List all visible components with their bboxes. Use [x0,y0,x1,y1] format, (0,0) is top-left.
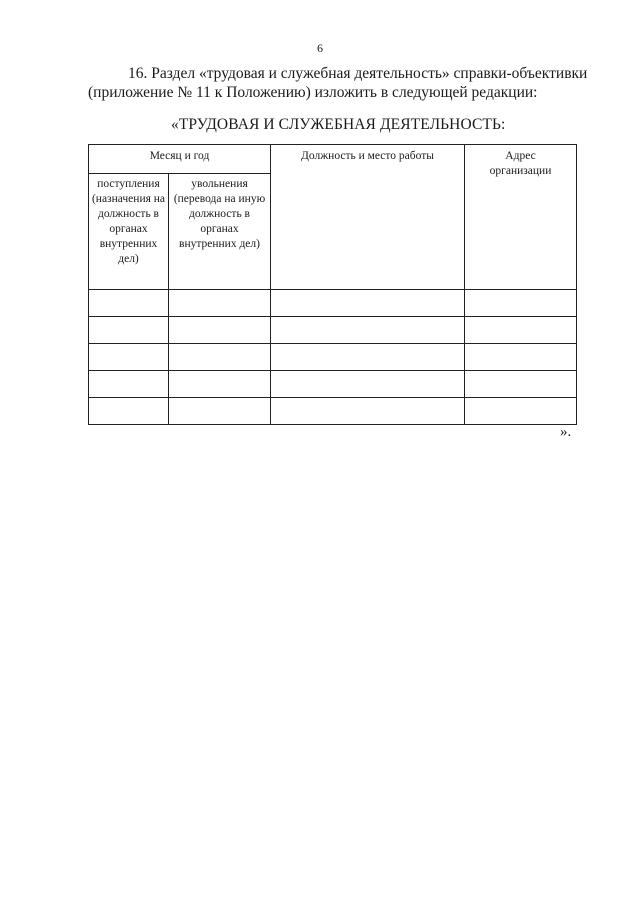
table-row [89,344,577,371]
table-cell[interactable] [169,398,271,425]
paragraph-line-2: (приложение № 11 к Положению) изложить в следующей редакции: [88,84,538,101]
table-cell[interactable] [89,290,169,317]
table-cell[interactable] [89,344,169,371]
table-cell[interactable] [271,344,465,371]
table-row [89,290,577,317]
table-cell[interactable] [271,290,465,317]
table-cell[interactable] [89,398,169,425]
table-cell[interactable] [271,371,465,398]
table-cell[interactable] [465,290,577,317]
table-cell[interactable] [169,290,271,317]
paragraph-line-1: 16. Раздел «трудовая и служебная деятельность» справки-объективки [128,65,588,82]
table-cell[interactable] [271,398,465,425]
header-month-year: Месяц и год [89,145,271,174]
header-address-label: Адрес организации [489,150,552,177]
section-title: «ТРУДОВАЯ И СЛУЖЕБНАЯ ДЕЯТЕЛЬНОСТЬ: [171,116,506,133]
table-row [89,398,577,425]
employment-table [88,144,577,425]
table-cell[interactable] [271,317,465,344]
table-cell[interactable] [89,371,169,398]
header-hire [89,174,169,290]
table-cell[interactable] [465,371,577,398]
header-position-label: Должность и место работы [301,150,434,162]
header-hire-label: поступления (назначения на должность в органах внутренних дел) [91,178,166,265]
table-cell[interactable] [169,371,271,398]
closing-quote: ». [560,424,572,440]
table-cell[interactable] [89,317,169,344]
header-address [465,145,577,290]
page-number: 6 [317,41,323,55]
table-cell[interactable] [169,344,271,371]
table-row [89,317,577,344]
header-position [271,145,465,290]
header-dismissal [169,174,271,290]
table-cell[interactable] [169,317,271,344]
table-cell[interactable] [465,344,577,371]
table-row [89,371,577,398]
table-cell[interactable] [465,317,577,344]
header-dismissal-label: увольнения (перевода на иную должность в органах внутренних дел) [173,178,266,250]
table-cell[interactable] [465,398,577,425]
